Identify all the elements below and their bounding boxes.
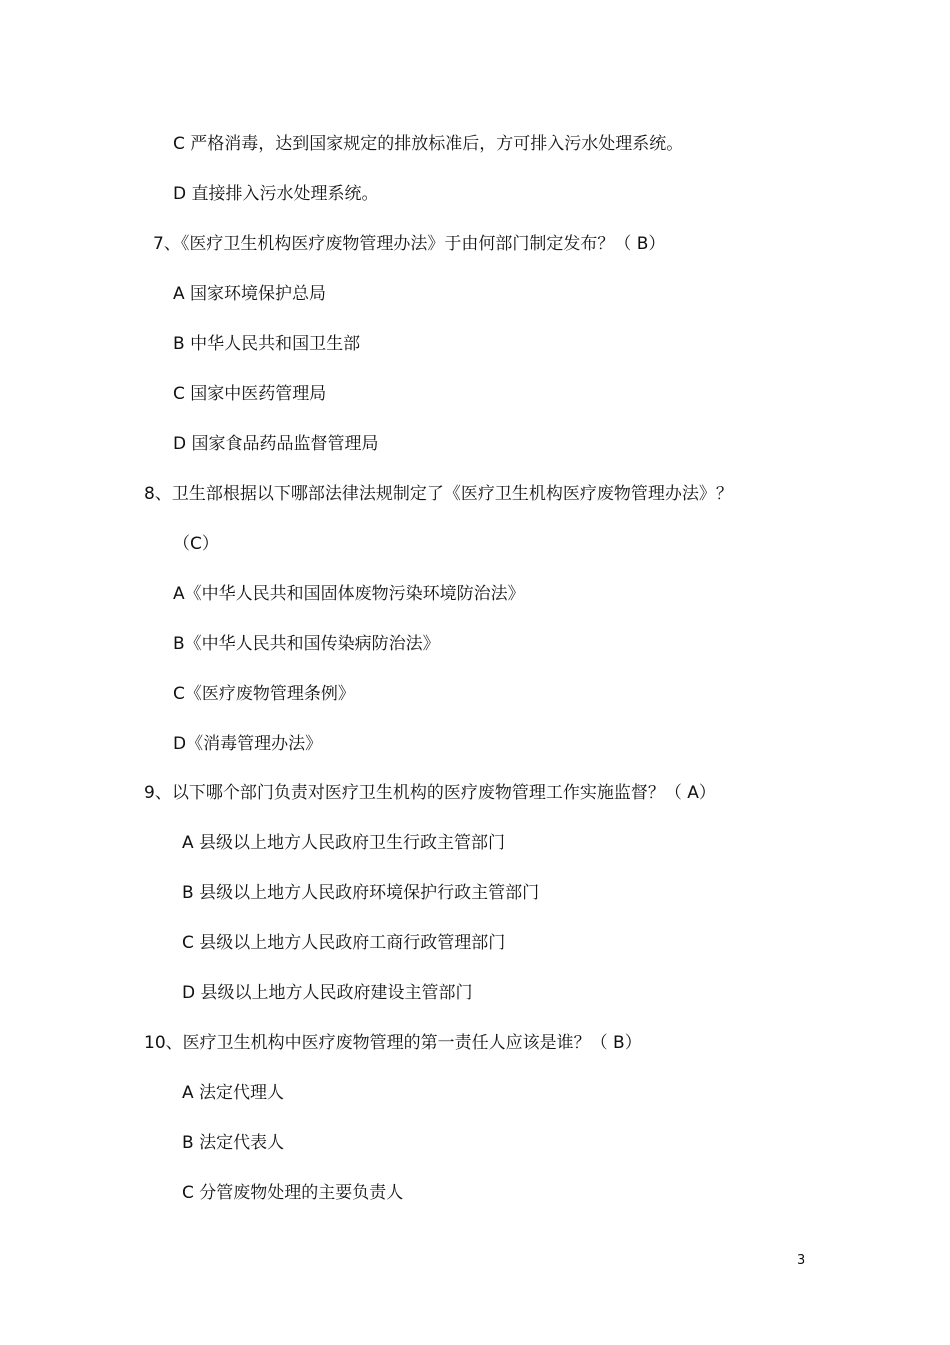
option-9c: C 县级以上地方人民政府工商行政管理部门	[182, 933, 506, 953]
option-8c: C《医疗废物管理条例》	[173, 684, 355, 704]
option-7b: B 中华人民共和国卫生部	[173, 334, 361, 354]
option-7d: D 国家食品药品监督管理局	[173, 434, 379, 454]
option-7c: C 国家中医药管理局	[173, 384, 327, 404]
option-9b: B 县级以上地方人民政府环境保护行政主管部门	[182, 883, 540, 903]
answer-8: （C）	[173, 534, 219, 554]
question-10: 10、医疗卫生机构中医疗废物管理的第一责任人应该是谁？（ B）	[144, 1033, 642, 1053]
question-7: 7、《医疗卫生机构医疗废物管理办法》于由何部门制定发布？（ B）	[153, 234, 666, 254]
option-9a: A 县级以上地方人民政府卫生行政主管部门	[182, 833, 506, 853]
question-9: 9、以下哪个部门负责对医疗卫生机构的医疗废物管理工作实施监督？（ A）	[144, 783, 716, 803]
question-8: 8、卫生部根据以下哪部法律法规制定了《医疗卫生机构医疗废物管理办法》？	[144, 484, 733, 504]
option-6c: C 严格消毒，达到国家规定的排放标准后，方可排入污水处理系统。	[173, 134, 684, 154]
option-7a: A 国家环境保护总局	[173, 284, 327, 304]
option-10c: C 分管废物处理的主要负责人	[182, 1183, 404, 1203]
option-10b: B 法定代表人	[182, 1133, 285, 1153]
option-8b: B《中华人民共和国传染病防治法》	[173, 634, 440, 654]
option-9d: D 县级以上地方人民政府建设主管部门	[182, 983, 473, 1003]
option-8d: D《消毒管理办法》	[173, 734, 323, 754]
option-10a: A 法定代理人	[182, 1083, 285, 1103]
option-8a: A《中华人民共和国固体废物污染环境防治法》	[173, 584, 525, 604]
option-6d: D 直接排入污水处理系统。	[173, 184, 379, 204]
page-number: 3	[797, 1253, 806, 1268]
